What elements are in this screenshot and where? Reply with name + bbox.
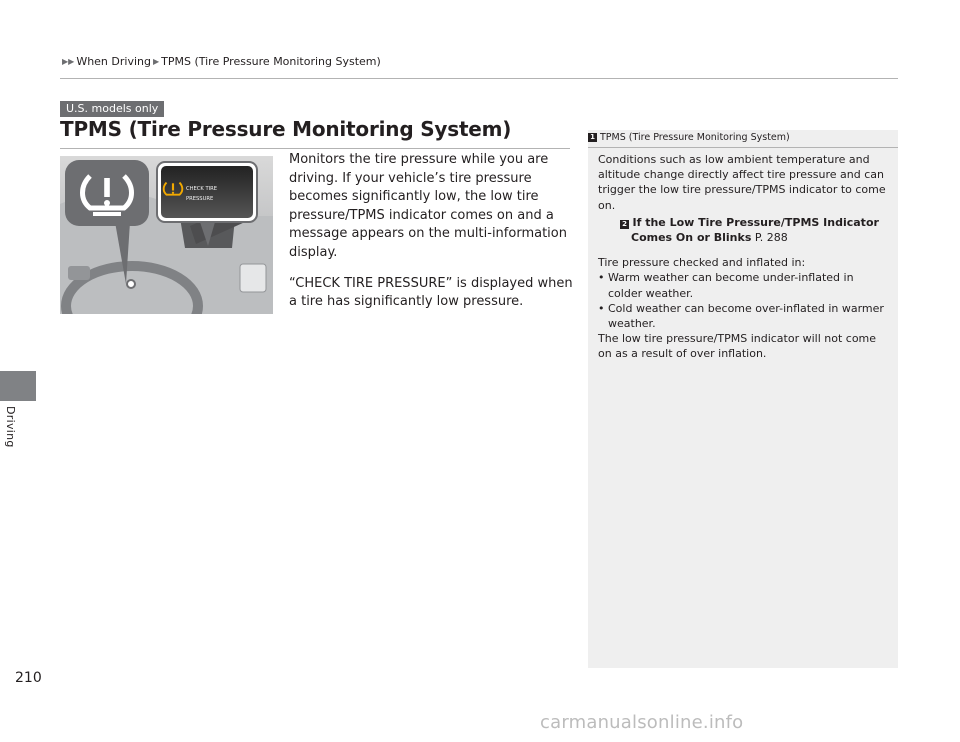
page-title: TPMS (Tire Pressure Monitoring System): [60, 117, 512, 141]
reference-mark-icon: 1: [588, 133, 597, 142]
title-divider: [60, 148, 570, 149]
page-number: 210: [15, 670, 42, 686]
header-divider: [60, 78, 898, 79]
sidebar-body: [598, 152, 890, 362]
sidebar-note-panel: [588, 130, 898, 668]
sidebar-paragraph-3: The low tire pressure/TPMS indicator will not come on as a result of over inflation.: [598, 332, 877, 361]
icon-pointer-dot: [127, 280, 135, 288]
mid-display-callout: [157, 162, 257, 222]
region-badge: U.S. models only: [60, 101, 164, 117]
breadcrumb: [62, 55, 381, 68]
tpms-dashboard-illustration: [60, 156, 273, 314]
tpms-icon-callout: [65, 160, 149, 226]
sidebar-bullet-2: • Cold weather can become over-inflated in warmer weather.: [598, 301, 890, 331]
body-paragraph-1: Monitors the tire pressure while you are driving. If your vehicle’s tire pressure becomes significantly low, the low tire pressure/TPMS indicator comes on and a message appears on the multi-information display.: [289, 152, 567, 260]
body-paragraph-2: “CHECK TIRE PRESSURE” is displayed when a tire has significantly low pressure.: [289, 275, 573, 310]
breadcrumb-marker-icon: ▶▶: [62, 57, 75, 66]
sidebar-bullet-1: • Warm weather can become under-inflated in colder weather.: [598, 270, 890, 300]
cross-reference-title-1[interactable]: If the Low Tire Pressure/TPMS Indicator: [632, 215, 879, 229]
left-vent: [68, 266, 90, 280]
display-text-line1: CHECK TIRE: [186, 186, 218, 192]
breadcrumb-separator-icon: ▶: [152, 57, 160, 66]
display-text-line2: PRESSURE: [186, 196, 214, 202]
sidebar-header: [588, 130, 898, 148]
sidebar-header-title: TPMS (Tire Pressure Monitoring System): [600, 132, 790, 143]
breadcrumb-section[interactable]: When Driving: [76, 55, 151, 68]
cross-reference-icon: 2: [620, 220, 629, 229]
cross-reference-page[interactable]: P. 288: [754, 231, 788, 245]
sidebar-paragraph-1: Conditions such as low ambient temperature and altitude change directly affect tire pressure and can trigger the low tire pressure/TPMS indicator to come on.: [598, 153, 886, 212]
audio-screen: [240, 264, 266, 292]
cross-reference-link[interactable]: [598, 215, 890, 230]
breadcrumb-page[interactable]: TPMS (Tire Pressure Monitoring System): [161, 55, 381, 68]
chapter-tab: [0, 371, 36, 401]
body-text: [289, 151, 573, 324]
chapter-label: Driving: [4, 406, 17, 448]
cross-reference-title-2[interactable]: Comes On or Blinks: [631, 231, 752, 245]
sidebar-paragraph-2: Tire pressure checked and inflated in:: [598, 256, 806, 270]
watermark: carmanualsonline.info: [540, 712, 744, 733]
